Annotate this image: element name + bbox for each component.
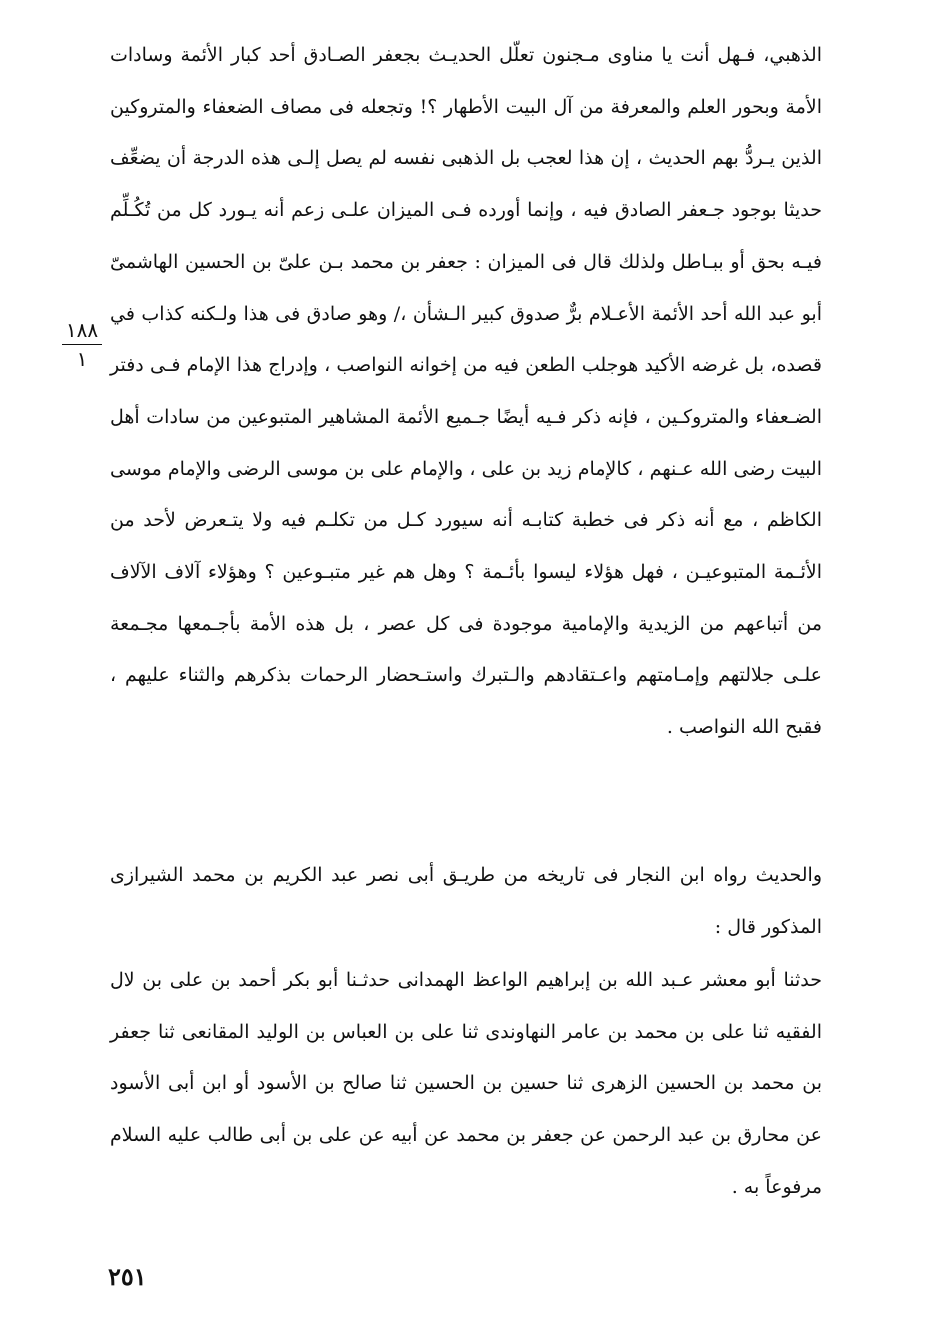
margin-note-top: ١٨٨ (62, 318, 102, 345)
body-paragraph-1: الذهبي، فـهل أنت يا مناوى مـجنون تعلّل الحديـث بجعفر الصـادق أحد كبار الأئمة وسادات الأمة وبحور العلم والمعرفة من آل البيت الأطهار ؟! وتجعله فى مصاف الضعفاء والمتروكين الذين يـردُّ بهم الحديث ، إن هذا لعجب بل الذهبى نفسه لم يصل إلـى هذه الدرجة أن يضعِّف حديثا بوجود جـعفر الصادق فيه ، وإنما أورده فـى الميزان علـى زعم أنه يـورد كل من تُكُـلِّم فيـه بحق أو ببـاطل ولذلك قال فى الميزان : جعفر بن محمد بـن علىّ بن الحسين الهاشمىّ أبو عبد الله أحد الأئمة الأعـلام برٌّ صدوق كبير الـشأن ،/ وهو صادق فى هذا ولـكنه كذاب في قصده، بل غرضه الأكيد هوجلب الطعن فيه من إخوانه النواصب ، وإدراج هذا الإمام فـى دفتر الضـعفاء والمتروكـين ، فإنه ذكر فـيه أيضًا جـميع الأئمة المشاهير المتبوعين من سادات أهل البيت رضى الله عـنهم ، كالإمام زيد بن على ، والإمام على بن موسى الرضى والإمام موسى الكاظم ، مع أنه ذكر فى خطبة كتابـه أنه سيورد كـل من تكلـم فيه ولا يتـعرض لأحد من الأئـمة المتبوعيـن ، فهل هؤلاء ليسوا بأئـمة ؟ وهل هم غير متبـوعين ؟ وهؤلاء آلاف الآلاف من أتباعهم من الزيدية والإمامية موجودة فى كل عصر ، بل هذه الأمة بأجـمعها مجـمعة علـى جلالتهم وإمـامتهم واعـتقادهم والـتبرك واستـحضار الرحمات بذكرهم والثناء عليهم ، فقبح الله النواصب . (110, 44, 822, 739)
body-paragraph-2: والحديث رواه ابن النجار فى تاريخه من طريـق أبى نصر عبد الكريم بن محمد الشيرازى المذكور قال : (110, 864, 822, 938)
margin-volume-page-marker (62, 318, 102, 371)
page-number: ٢٥١ (108, 1262, 147, 1291)
margin-note-bottom: ١ (76, 347, 88, 371)
body-paragraph-3: حدثنا أبو معشر عـبد الله بن إبراهيم الواعظ الهمدانى حدثـنا أبو بكر أحمد بن على بن لال الفقيه ثنا على بن محمد بن عامر النهاوندى ثنا على بن العباس بن الوليد المقانعى ثنا جعفر بن محمد بن الحسين الزهرى ثنا حسين بن الحسين ثنا صالح بن الأسود أو ابن أبى الأسود عن محارق بن عبد الرحمن عن جعفر بن محمد عن أبيه عن على بن أبى طالب عليه السلام مرفوعاً به . (110, 969, 822, 1198)
